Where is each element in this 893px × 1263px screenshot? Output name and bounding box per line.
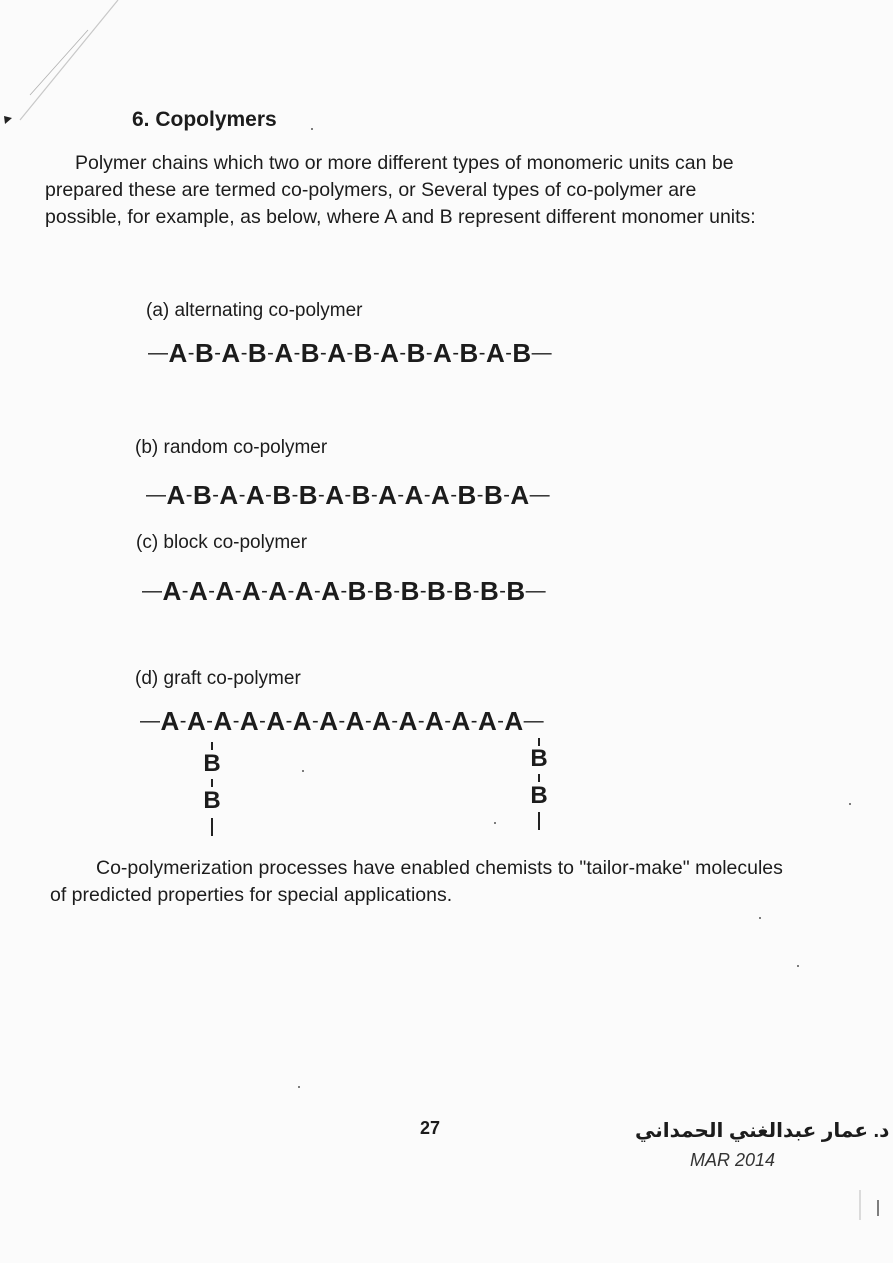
monomer-unit: B — [192, 480, 213, 510]
graft-bond-right-2 — [538, 774, 540, 782]
monomer-unit: B — [300, 338, 321, 368]
chain-bond: - — [366, 580, 375, 602]
monomer-unit: A — [221, 338, 241, 368]
chain-end-bond: — — [529, 484, 551, 506]
scan-speck — [797, 965, 799, 967]
chain-bond: - — [338, 710, 346, 732]
chain-bond: - — [346, 342, 354, 364]
chain-start-bond: — — [146, 484, 167, 506]
monomer-unit: B — [374, 576, 394, 606]
graft-branch-left-unit-1: B — [203, 750, 221, 777]
graft-bond-left-end — [211, 818, 213, 836]
chain-bond: - — [179, 710, 187, 732]
scan-speck — [311, 128, 313, 130]
chain-bond: - — [206, 710, 214, 732]
monomer-unit: A — [327, 338, 347, 368]
chain-bond: - — [452, 342, 460, 364]
chain-bond: - — [478, 342, 486, 364]
chain-bond: - — [472, 580, 480, 602]
conclusion-line-1: Co-polymerization processes have enabled chemists to "tailor-make" molecules — [96, 857, 783, 879]
example-d-label: (d) graft co-polymer — [135, 668, 301, 689]
monomer-unit: A — [345, 706, 365, 736]
chain-bond: - — [391, 710, 399, 732]
chain-start-bond: — — [142, 580, 163, 602]
monomer-unit: A — [241, 576, 262, 606]
scan-fold-mark — [0, 0, 130, 130]
chain-bond: - — [185, 484, 193, 506]
graft-bond-left-1 — [211, 742, 213, 750]
scan-speck — [849, 803, 851, 805]
monomer-unit: A — [239, 706, 260, 736]
chain-bond: - — [344, 484, 352, 506]
monomer-unit: A — [398, 706, 418, 736]
conclusion-line-2: of predicted properties for special applications. — [50, 884, 453, 906]
chain-bond: - — [320, 342, 328, 364]
intro-paragraph — [45, 150, 756, 231]
monomer-unit: A — [321, 576, 341, 606]
chain-bond: - — [397, 484, 405, 506]
monomer-unit: A — [380, 338, 400, 368]
stamp-date: MAR 2014 — [690, 1150, 776, 1170]
monomer-unit: B — [272, 480, 292, 510]
chain-bond: - — [372, 342, 381, 364]
monomer-unit: A — [451, 706, 471, 736]
monomer-unit: A — [510, 480, 530, 510]
monomer-unit: B — [457, 480, 477, 510]
chain-start-bond: — — [148, 342, 169, 364]
chain-bond: - — [232, 710, 240, 732]
monomer-unit: A — [213, 706, 233, 736]
chain-bond: - — [340, 580, 348, 602]
chain-bond: - — [503, 484, 511, 506]
monomer-unit: A — [378, 480, 398, 510]
chain-bond: - — [285, 710, 293, 732]
chain-bond: - — [499, 580, 507, 602]
monomer-unit: A — [372, 706, 392, 736]
monomer-unit: A — [319, 706, 339, 736]
chain-bond: - — [399, 342, 407, 364]
chain-bond: - — [291, 484, 299, 506]
monomer-unit: A — [188, 576, 209, 606]
monomer-unit: A — [325, 480, 345, 510]
chain-bond: - — [423, 484, 432, 506]
chain-bond: - — [240, 342, 248, 364]
monomer-unit: A — [292, 706, 313, 736]
monomer-unit: B — [506, 576, 526, 606]
chain-bond: - — [261, 580, 269, 602]
chain-bond: - — [214, 342, 222, 364]
monomer-unit: B — [247, 338, 268, 368]
chain-bond: - — [208, 580, 216, 602]
monomer-unit: B — [406, 338, 426, 368]
chain-bond: - — [267, 342, 275, 364]
scan-speck — [494, 822, 496, 824]
chain-start-bond: — — [140, 710, 161, 732]
monomer-unit: B — [512, 338, 532, 368]
chain-bond: - — [187, 342, 195, 364]
chain-bond: - — [505, 342, 513, 364]
chain-bond: - — [287, 580, 295, 602]
monomer-unit: B — [298, 480, 319, 510]
scan-speck — [298, 1086, 300, 1088]
chain-bond: - — [476, 484, 484, 506]
monomer-unit: B — [459, 338, 479, 368]
example-a-label: (a) alternating co-polymer — [146, 300, 363, 321]
monomer-unit: A — [186, 706, 207, 736]
chain-bond: - — [446, 580, 454, 602]
monomer-unit: A — [431, 480, 451, 510]
scan-speck — [759, 917, 761, 919]
chain-end-bond: — — [531, 342, 553, 364]
scan-edge-marks — [852, 1180, 886, 1230]
chain-bond: - — [265, 484, 273, 506]
monomer-unit: B — [427, 576, 447, 606]
chain-bond: - — [234, 580, 242, 602]
chain-bond: - — [444, 710, 452, 732]
monomer-unit: A — [268, 576, 288, 606]
chain-bond: - — [497, 710, 505, 732]
chain-bond: - — [370, 484, 379, 506]
chain-bond: - — [181, 580, 189, 602]
chain-end-bond: — — [525, 580, 547, 602]
graft-bond-right-end — [538, 812, 540, 830]
monomer-unit: A — [162, 576, 182, 606]
example-b-label: (b) random co-polymer — [135, 437, 328, 458]
chain-bond: - — [293, 342, 301, 364]
monomer-unit: B — [479, 576, 500, 606]
intro-line-3: possible, for example, as below, where A and B represent different monomer units: — [45, 206, 756, 228]
chain-bond: - — [312, 710, 320, 732]
monomer-unit: A — [433, 338, 453, 368]
chain-bond: - — [314, 580, 322, 602]
page-number: 27 — [420, 1118, 441, 1138]
chain-bond: - — [212, 484, 220, 506]
monomer-unit: A — [425, 706, 445, 736]
monomer-unit: B — [351, 480, 371, 510]
intro-line-1: Polymer chains which two or more different types of monomeric units can be — [75, 152, 734, 174]
graft-branch-right-unit-1: B — [530, 745, 548, 772]
monomer-unit: A — [219, 480, 239, 510]
monomer-unit: B — [347, 576, 367, 606]
monomer-unit: B — [353, 338, 373, 368]
monomer-unit: A — [477, 706, 498, 736]
chain-bond: - — [259, 710, 267, 732]
section-title: 6. Copolymers — [132, 108, 277, 131]
monomer-unit: B — [194, 338, 215, 368]
chain-bond: - — [450, 484, 458, 506]
author-signature: د. عمار عبدالغني الحمداني — [635, 1120, 890, 1142]
monomer-unit: B — [400, 576, 420, 606]
monomer-unit: B — [483, 480, 504, 510]
example-c-chain — [142, 576, 546, 607]
chain-bond: - — [364, 710, 373, 732]
chain-bond: - — [425, 342, 434, 364]
chain-end-bond: — — [523, 710, 545, 732]
graft-branch-left-unit-2: B — [203, 787, 221, 814]
scan-speck — [302, 770, 304, 772]
chain-bond: - — [393, 580, 401, 602]
monomer-unit: A — [266, 706, 286, 736]
graft-bond-left-2 — [211, 779, 213, 787]
example-d-chain — [140, 706, 544, 737]
intro-line-2: prepared these are termed co-polymers, or Several types of co-polymer are — [45, 179, 697, 201]
monomer-unit: A — [160, 706, 180, 736]
monomer-unit: A — [166, 480, 186, 510]
graft-branch-right-unit-2: B — [530, 782, 548, 809]
chain-bond: - — [470, 710, 478, 732]
monomer-unit: A — [274, 338, 294, 368]
chain-bond: - — [417, 710, 426, 732]
example-b-chain — [146, 480, 550, 511]
chain-bond: - — [419, 580, 428, 602]
conclusion-paragraph — [50, 855, 783, 909]
monomer-unit: A — [404, 480, 424, 510]
monomer-unit: A — [504, 706, 524, 736]
chain-bond: - — [318, 484, 326, 506]
chain-bond: - — [238, 484, 246, 506]
monomer-unit: A — [168, 338, 188, 368]
example-c-label: (c) block co-polymer — [136, 532, 308, 553]
monomer-unit: A — [245, 480, 266, 510]
example-a-chain — [148, 338, 552, 369]
monomer-unit: B — [453, 576, 473, 606]
monomer-unit: A — [485, 338, 506, 368]
monomer-unit: A — [294, 576, 315, 606]
monomer-unit: A — [215, 576, 235, 606]
